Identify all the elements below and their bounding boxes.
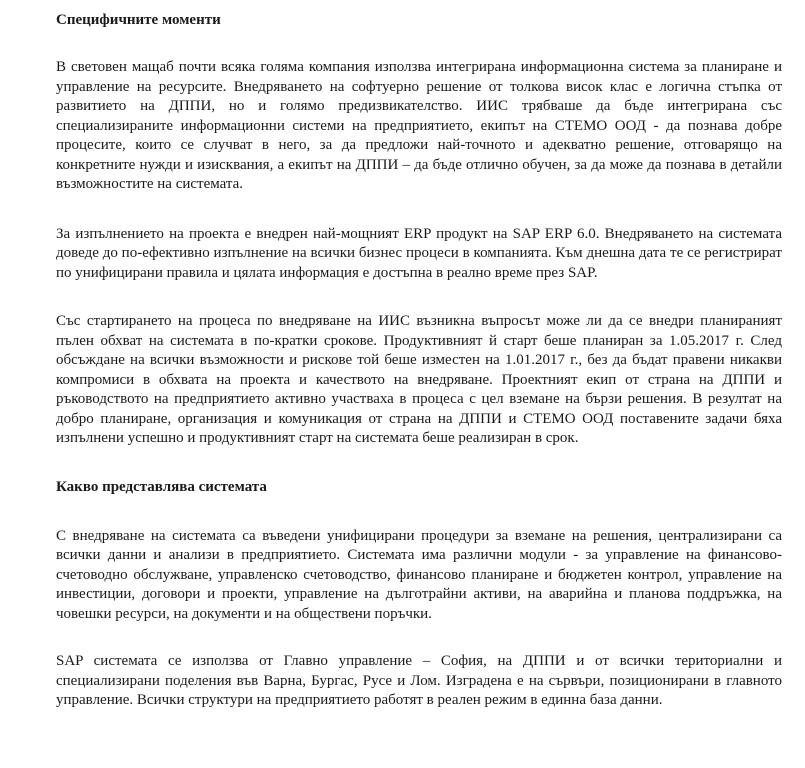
paragraph-erp-product: За изпълнението на проекта е внедрен най-мощният ERP продукт на SAP ERP 6.0. Внедряването на системата доведе до по-ефективно изпълнение на всички бизнес процеси в компанията. Към днешна дата те се регистрират по унифицирани правила и цялата информация е достъпна в реално време през SAP. — [56, 225, 782, 281]
article-body — [56, 8, 782, 711]
paragraph-sap-usage: SAP системата се използва от Главно управление – София, на ДППИ и от всички териториални и специализирани поделения във Варна, Бургас, Русе и Лом. Изградена е на сървъри, позиционирани в главното управление. Всички структури на предприятието работят в реален режим в единна база данни. — [56, 653, 782, 708]
paragraph-global-context: В световен мащаб почти всяка голяма компания използва интегрирана информационна система за планиране и управление на ресурсите. Внедряването на софтуерно решение от толкова висок клас е логична стъпка от развитието на ДППИ, но и голямо предизвикателство. ИИС трябваше да бъде интегрирана със специализираните информационни системи на предприятието, екипът на СТЕМО ООД - да познава добре процесите, които се случват в него, за да предложи най-точното и адекватно решение, отговарящо на конкретните нужди и изисквания, а екипът на ДППИ – да бъде отлично обучен, за да може да познава в детайли възможностите на системата. — [56, 59, 782, 192]
section-heading-system-overview: Какво представлява системата — [56, 478, 267, 495]
section-heading-specifics: Специфичните моменти — [56, 12, 221, 28]
paragraph-implementation-timeline: Със стартирането на процеса по внедряване на ИИС възникна въпросът може ли да се внедри планираният пълен обхват на системата в по-кратки срокове. Продуктивният й старт беше планиран за 1.05.2017 г. След обсъждане на всички възможности и рискове той беше изместен на 1.01.2017 г., без да бъдат правени никакви компромиси в обхвата на проекта и качеството на внедряване. Проектният екип от страна на ДППИ и ръководството на предприятието активно участваха в процеса с цел вземане на бързи решения. В резултат на добро планиране, организация и комуникация от страна на ДППИ и СТЕМО ООД поставените задачи бяха изпълнени успешно и продуктивният старт на системата беше реализиран в срок. — [56, 313, 782, 446]
paragraph-system-modules: С внедряване на системата са въведени унифицирани процедури за вземане на решения, централизирани са всички данни и анализи в предприятието. Системата има различни модули - за управление на финансово-счетоводно обслужване, управленско счетоводство, финансово планиране и бюджетен контрол, управление на инвестиции, договори и проекти, управление на дълготрайни активи, на аварийна и планова поддръжка, на човешки ресурси, на документи и на обществени поръчки. — [56, 527, 782, 622]
